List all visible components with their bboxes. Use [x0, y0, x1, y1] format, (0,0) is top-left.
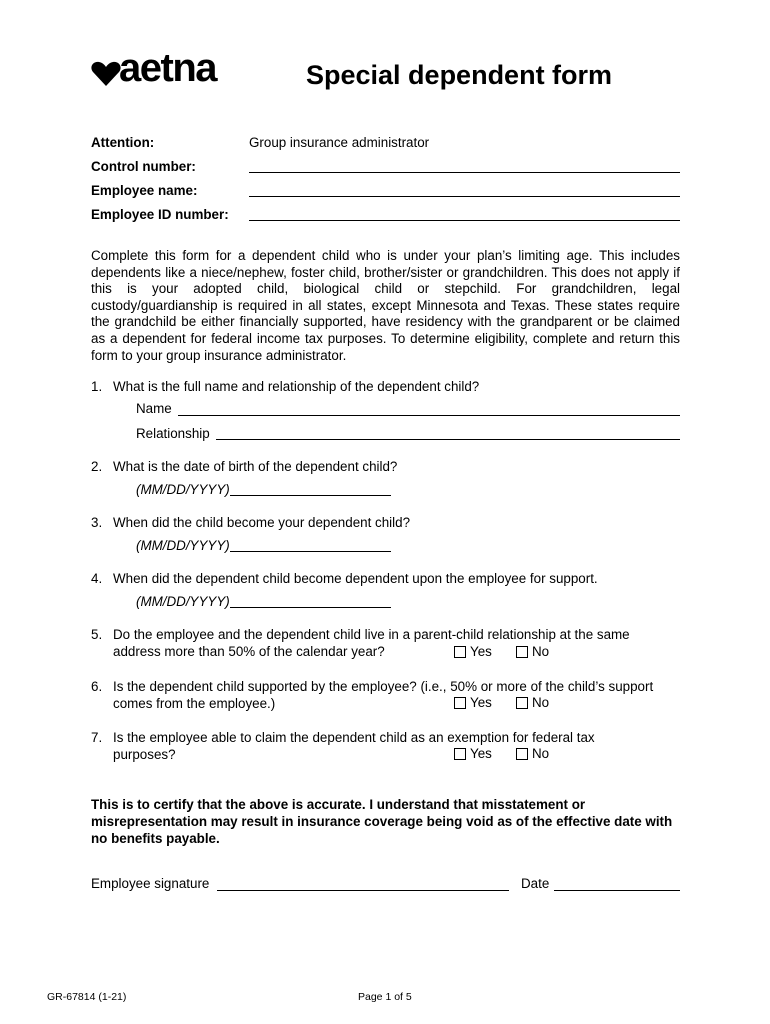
date-label: Date [521, 876, 550, 891]
q6-no-option[interactable] [516, 695, 549, 710]
question-4 [91, 570, 681, 587]
q5-yes-option[interactable] [454, 644, 492, 659]
q7-no-checkbox[interactable] [516, 748, 528, 760]
page-number: Page 1 of 5 [358, 991, 412, 1003]
question-number: 1. [91, 379, 103, 394]
question-text-line1: Is the employee able to claim the dependent child as an exemption for federal tax [113, 730, 595, 745]
question-3 [91, 514, 681, 531]
attention-label: Attention: [91, 135, 155, 150]
signature-field[interactable] [217, 890, 509, 891]
question-text-line2: purposes? [113, 747, 176, 762]
question-text: When did the child become your dependent child? [113, 515, 411, 530]
question-1 [91, 378, 681, 395]
dependent-date-field[interactable] [230, 551, 391, 552]
relationship-label: Relationship [136, 426, 210, 441]
question-text: What is the date of birth of the dependent child? [113, 459, 398, 474]
question-text-line2: address more than 50% of the calendar year? [113, 644, 385, 659]
no-label: No [532, 695, 550, 710]
yes-label: Yes [470, 695, 492, 710]
q5-no-option[interactable] [516, 644, 549, 659]
name-label: Name [136, 401, 172, 416]
signature-label: Employee signature [91, 876, 210, 891]
question-number: 3. [91, 515, 103, 530]
q6-yes-option[interactable] [454, 695, 492, 710]
no-label: No [532, 746, 550, 761]
question-text-line1: Do the employee and the dependent child live in a parent-child relationship at the same [113, 627, 630, 642]
question-text-line1: Is the dependent child supported by the employee? (i.e., 50% or more of the child’s support [113, 679, 654, 694]
attention-value: Group insurance administrator [249, 135, 430, 150]
question-text: When did the dependent child become dependent upon the employee for support. [113, 571, 598, 586]
question-6 [91, 678, 681, 712]
date-of-birth-field[interactable] [230, 495, 391, 496]
q7-no-option[interactable] [516, 746, 549, 761]
yes-label: Yes [470, 746, 492, 761]
relationship-field[interactable] [216, 439, 680, 440]
employee-id-label: Employee ID number: [91, 207, 229, 222]
q7-yes-checkbox[interactable] [454, 748, 466, 760]
heart-icon [91, 61, 121, 87]
form-title: Special dependent form [306, 60, 613, 90]
question-number: 6. [91, 679, 103, 694]
question-5 [91, 626, 681, 660]
date-format-label: (MM/DD/YYYY) [136, 538, 230, 553]
date-format-label: (MM/DD/YYYY) [136, 482, 230, 497]
q6-yes-checkbox[interactable] [454, 697, 466, 709]
form-code: GR-67814 (1-21) [47, 991, 127, 1003]
question-2 [91, 458, 681, 475]
dependent-name-field[interactable] [178, 415, 680, 416]
question-text: What is the full name and relationship of the dependent child? [113, 379, 480, 394]
support-date-field[interactable] [230, 607, 391, 608]
question-number: 4. [91, 571, 103, 586]
certification-statement: This is to certify that the above is accurate. I understand that misstatement or misrepresentation may result in insurance coverage being void as of the effective date with no benefits payable. [91, 797, 673, 846]
employee-id-field[interactable] [249, 220, 680, 221]
employee-name-label: Employee name: [91, 183, 198, 198]
employee-name-field[interactable] [249, 196, 680, 197]
q5-yes-checkbox[interactable] [454, 646, 466, 658]
q6-no-checkbox[interactable] [516, 697, 528, 709]
brand-name: aetna [119, 46, 216, 90]
date-format-label: (MM/DD/YYYY) [136, 594, 230, 609]
question-text-line2: comes from the employee.) [113, 696, 276, 711]
question-number: 2. [91, 459, 103, 474]
intro-paragraph: Complete this form for a dependent child who is under your plan’s limiting age. This includes dependents like a niece/nephew, foster child, brother/sister or grandchildren. This does not apply if this is your adopted child, biological child or stepchild. For grandchildren, legal custody/guardianship is required in all states, except Minnesota and Texas. These states require the grandchild be either financially supported, have residency with the grandparent or be claimed as a dependent for federal income tax purposes. To determine eligibility, complete and return this form to your group insurance administrator. [91, 248, 680, 363]
q7-yes-option[interactable] [454, 746, 492, 761]
control-number-label: Control number: [91, 159, 196, 174]
signature-date-field[interactable] [554, 890, 680, 891]
question-7 [91, 729, 681, 763]
aetna-logo [91, 46, 251, 93]
q5-no-checkbox[interactable] [516, 646, 528, 658]
yes-label: Yes [470, 644, 492, 659]
question-number: 5. [91, 627, 103, 642]
question-number: 7. [91, 730, 103, 745]
no-label: No [532, 644, 550, 659]
control-number-field[interactable] [249, 172, 680, 173]
